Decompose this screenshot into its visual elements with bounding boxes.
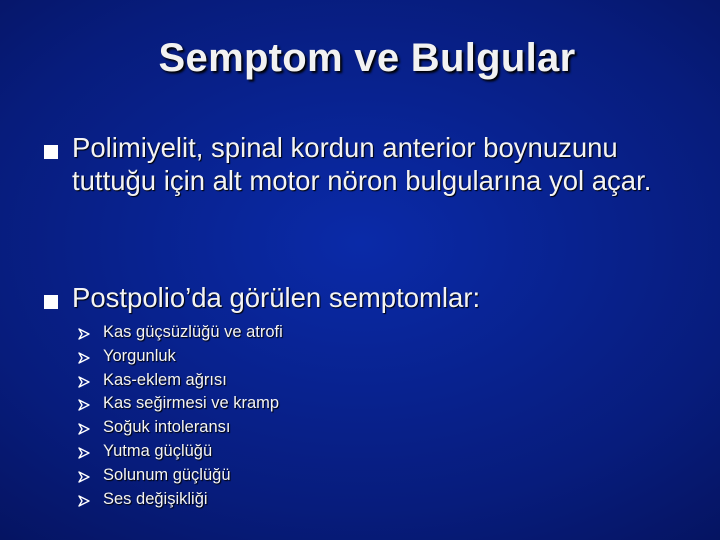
bullet-text-1: Polimiyelit, spinal kordun anterior boynuzunu tuttuğu için alt motor nöron bulgularına yol açar. — [72, 132, 652, 196]
list-item-label: Yutma güçlüğü — [103, 441, 213, 460]
square-bullet-icon — [44, 295, 58, 309]
slide-title: Semptom ve Bulgular — [158, 36, 576, 80]
list-item — [78, 488, 478, 512]
arrow-bullet-icon — [78, 376, 90, 388]
list-item — [78, 392, 478, 416]
list-item-label: Yorgunluk — [103, 346, 176, 365]
list-item — [78, 464, 478, 488]
arrow-bullet-icon — [78, 399, 90, 411]
square-bullet-icon — [44, 145, 58, 159]
list-item — [78, 345, 478, 369]
list-item — [78, 369, 478, 393]
arrow-bullet-icon — [78, 447, 90, 459]
arrow-bullet-icon — [78, 352, 90, 364]
list-item-label: Kas güçsüzlüğü ve atrofi — [103, 323, 283, 341]
list-item-label: Kas-eklem ağrısı — [103, 370, 227, 389]
symptom-list — [78, 321, 478, 511]
arrow-bullet-icon — [78, 328, 90, 340]
list-item-label: Ses değişikliği — [103, 489, 208, 508]
arrow-bullet-icon — [78, 423, 90, 435]
list-item — [78, 321, 478, 345]
list-item-label: Soğuk intoleransı — [103, 418, 231, 437]
arrow-bullet-icon — [78, 495, 90, 507]
list-item-label: Kas seğirmesi ve kramp — [103, 394, 280, 413]
list-item — [78, 416, 478, 440]
list-item-label: Solunum güçlüğü — [103, 465, 231, 484]
list-item — [78, 440, 478, 464]
bullet-text-2: Postpolio’da görülen semptomlar: — [72, 282, 481, 313]
arrow-bullet-icon — [78, 471, 90, 483]
